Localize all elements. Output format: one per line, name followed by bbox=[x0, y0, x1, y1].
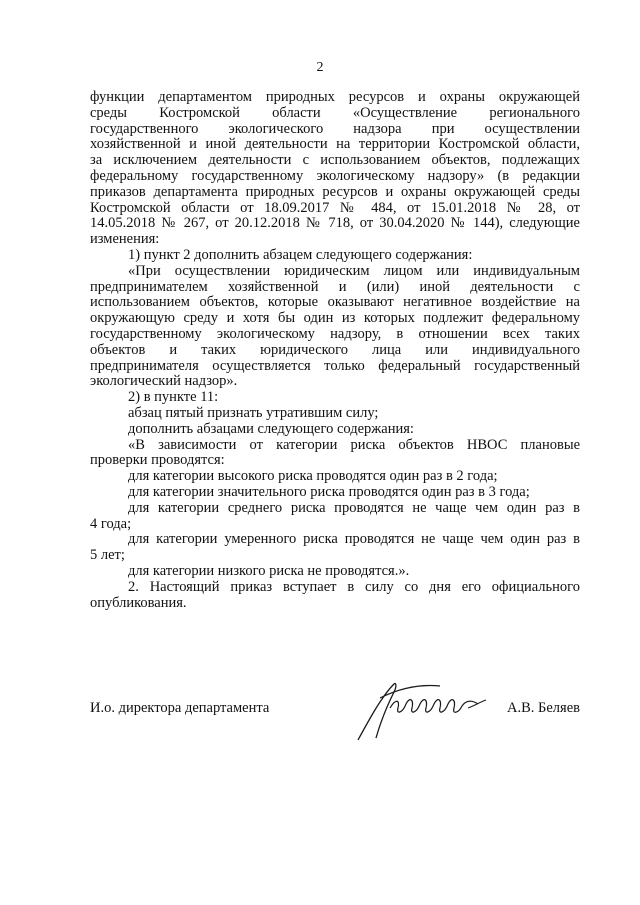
text-line: среды Костромской области «Осуществление регионального bbox=[90, 104, 580, 121]
handwritten-signature bbox=[350, 678, 510, 748]
text-line: абзац пятый признать утратившим силу; bbox=[128, 404, 379, 421]
text-line: 4 года; bbox=[90, 515, 132, 532]
text-line: для категории низкого риска не проводятся.». bbox=[128, 562, 410, 579]
text-line: окружающую среду и хотя бы один из которых подлежит федеральному bbox=[90, 310, 580, 327]
document-body bbox=[90, 90, 580, 611]
text-line: государственного экологического надзора при осуществлении bbox=[90, 120, 580, 137]
text-line: экологический надзор». bbox=[90, 373, 238, 390]
text-line: для категории значительного риска проводятся один раз в 3 года; bbox=[128, 483, 530, 500]
text-line: Костромской области от 18.09.2017 № 484, от 15.01.2018 № 28, от bbox=[90, 199, 580, 216]
text-line: 14.05.2018 № 267, от 20.12.2018 № 718, от 30.04.2020 № 144), следующие bbox=[90, 215, 580, 232]
signatory-title: И.о. директора департамента bbox=[90, 700, 270, 716]
page-number: 2 bbox=[316, 60, 324, 75]
text-line: проверки проводятся: bbox=[90, 452, 225, 469]
text-line: 1) пункт 2 дополнить абзацем следующего содержания: bbox=[128, 246, 473, 263]
text-line: федеральному государственному экологическому надзору» (в редакции bbox=[90, 167, 580, 184]
text-line: «В зависимости от категории риска объектов НВОС плановые bbox=[128, 436, 580, 453]
text-line: для категории среднего риска проводятся не чаще чем один раз в bbox=[128, 499, 580, 516]
signature-row bbox=[90, 700, 580, 760]
text-line: опубликования. bbox=[90, 594, 187, 611]
text-line: за исключением деятельности с использованием объектов, подлежащих bbox=[90, 152, 580, 169]
text-line: для категории высокого риска проводятся один раз в 2 года; bbox=[128, 468, 498, 485]
text-line: дополнить абзацами следующего содержания: bbox=[128, 420, 414, 437]
text-line: объектов и таких юридического лица или индивидуального bbox=[90, 341, 580, 358]
text-line: государственному экологическому надзору, в отношении всех таких bbox=[90, 325, 580, 342]
text-line: 5 лет; bbox=[90, 547, 125, 564]
text-line: использованием объектов, которые оказывают негативное воздействие на bbox=[90, 294, 580, 311]
text-line: предпринимателя осуществляется только федеральный государственный bbox=[90, 357, 580, 374]
text-line: изменения: bbox=[90, 231, 160, 248]
text-line: «При осуществлении юридическим лицом или индивидуальным bbox=[128, 262, 580, 279]
text-line: для категории умеренного риска проводятся не чаще чем один раз в bbox=[128, 531, 580, 548]
text-line: приказов департамента природных ресурсов и охраны окружающей среды bbox=[90, 183, 580, 200]
text-line: 2) в пункте 11: bbox=[128, 389, 219, 406]
signatory-name: А.В. Беляев bbox=[507, 700, 580, 716]
text-line: функции департаментом природных ресурсов и охраны окружающей bbox=[90, 89, 580, 105]
text-line: 2. Настоящий приказ вступает в силу со дня его официального bbox=[128, 578, 580, 595]
text-line: предпринимателем хозяйственной и (или) иной деятельности с bbox=[90, 278, 580, 295]
text-line: хозяйственной и иной деятельности на территории Костромской области, bbox=[90, 136, 580, 153]
